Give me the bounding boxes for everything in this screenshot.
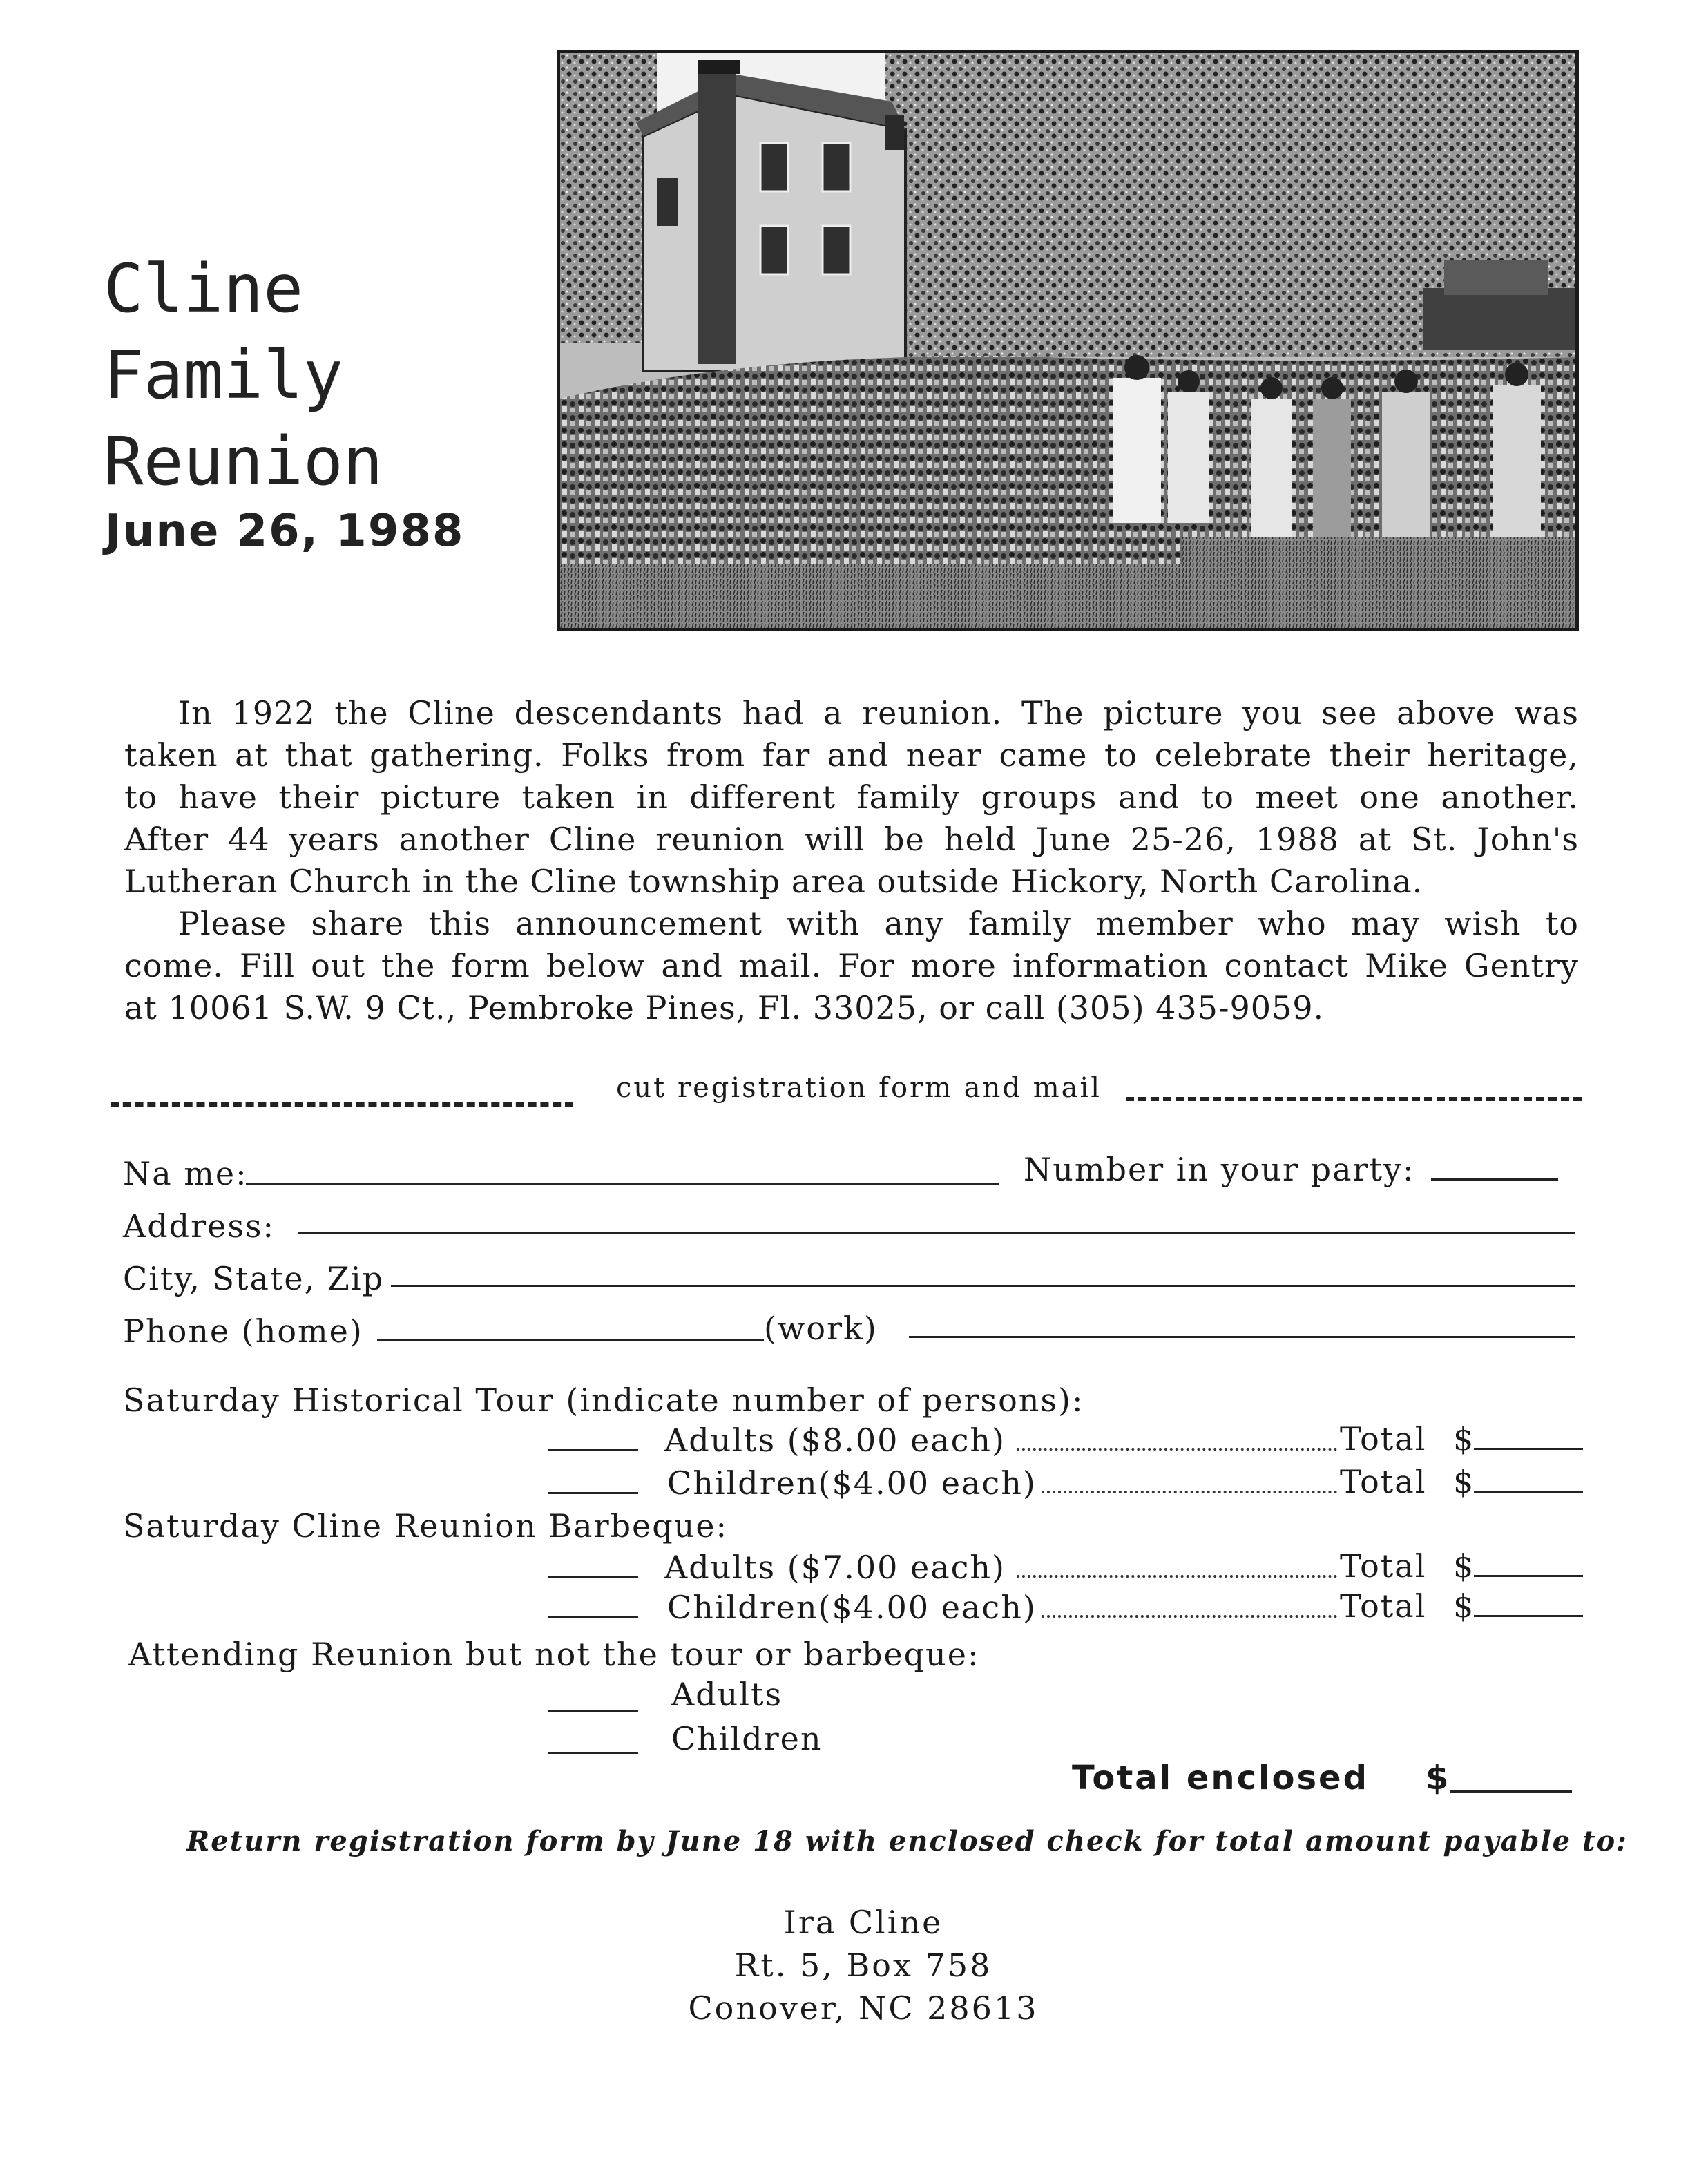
address-field[interactable] bbox=[298, 1232, 1575, 1234]
intro-line-8: at 10061 S.W. 9 Ct., Pembroke Pines, Fl. 33025, or call (305) 435-9059. bbox=[124, 989, 1325, 1026]
bbq-children-total-label: Total bbox=[1340, 1587, 1427, 1625]
title-line-3: Reunion bbox=[104, 423, 383, 500]
payee-street: Rt. 5, Box 758 bbox=[734, 1947, 992, 1984]
intro-line-2: taken at that gathering. Folks from far and near came to celebrate their heritage, bbox=[124, 736, 1579, 774]
tour-adults-dollar: $ bbox=[1453, 1420, 1475, 1457]
tour-adults-label: Adults ($8.00 each) bbox=[664, 1422, 1006, 1459]
intro-line-3: to have their picture taken in different family groups and to meet one another. bbox=[124, 778, 1579, 816]
attend-children-count[interactable] bbox=[548, 1752, 638, 1754]
city-field[interactable] bbox=[391, 1285, 1575, 1287]
phone-work-field[interactable] bbox=[909, 1336, 1575, 1338]
tour-children-count[interactable] bbox=[548, 1492, 638, 1494]
reunion-group-photo bbox=[557, 50, 1579, 631]
tour-adults-total-label: Total bbox=[1340, 1420, 1427, 1457]
intro-line-4: After 44 years another Cline reunion will be held June 25-26, 1988 at St. John's bbox=[124, 821, 1579, 858]
phone-work-label: (work) bbox=[764, 1310, 878, 1347]
bbq-children-label: Children($4.00 each) bbox=[667, 1589, 1037, 1626]
payee-city: Conover, NC 28613 bbox=[688, 1989, 1039, 2027]
intro-line-6: Please share this announcement with any family member who may wish to bbox=[178, 905, 1579, 942]
phone-home-field[interactable] bbox=[377, 1339, 764, 1341]
bbq-adults-count[interactable] bbox=[548, 1576, 638, 1578]
tour-adults-total-field[interactable] bbox=[1474, 1448, 1583, 1450]
cut-label: cut registration form and mail bbox=[616, 1072, 1102, 1104]
party-label: Number in your party: bbox=[1024, 1151, 1415, 1188]
intro-line-1: In 1922 the Cline descendants had a reunion. The picture you see above was bbox=[178, 694, 1579, 732]
address-label: Address: bbox=[123, 1207, 276, 1245]
bbq-adults-total-field[interactable] bbox=[1474, 1575, 1583, 1577]
bbq-adults-total-label: Total bbox=[1340, 1547, 1427, 1585]
city-label: City, State, Zip bbox=[123, 1260, 385, 1297]
reunion-date: June 26, 1988 bbox=[105, 506, 465, 557]
attend-adults-count[interactable] bbox=[548, 1710, 638, 1712]
intro-line-7: come. Fill out the form below and mail. For more information contact Mike Gentry bbox=[124, 947, 1579, 984]
bbq-heading: Saturday Cline Reunion Barbeque: bbox=[123, 1507, 729, 1545]
attend-heading: Attending Reunion but not the tour or barbeque: bbox=[128, 1636, 980, 1673]
name-label: Na me: bbox=[123, 1155, 248, 1192]
leader-dots bbox=[1042, 1491, 1337, 1493]
phone-home-label: Phone (home) bbox=[123, 1312, 363, 1350]
cut-line-left bbox=[111, 1102, 573, 1107]
total-enclosed-field[interactable] bbox=[1450, 1790, 1572, 1793]
attend-adults-label: Adults bbox=[671, 1676, 783, 1713]
tour-children-total-label: Total bbox=[1340, 1463, 1427, 1500]
title-line-1: Cline bbox=[104, 250, 303, 327]
total-enclosed-dollar: $ bbox=[1426, 1759, 1451, 1797]
bbq-children-dollar: $ bbox=[1453, 1587, 1475, 1625]
name-field[interactable] bbox=[246, 1183, 999, 1185]
tour-children-total-field[interactable] bbox=[1474, 1491, 1583, 1493]
leader-dots bbox=[1017, 1448, 1337, 1451]
attend-children-label: Children bbox=[671, 1720, 823, 1757]
tour-adults-count[interactable] bbox=[548, 1449, 638, 1451]
leader-dots bbox=[1042, 1615, 1337, 1618]
payee-name: Ira Cline bbox=[783, 1904, 943, 1941]
bbq-children-total-field[interactable] bbox=[1474, 1615, 1583, 1617]
tour-children-dollar: $ bbox=[1453, 1463, 1475, 1500]
bbq-children-count[interactable] bbox=[548, 1616, 638, 1618]
party-field[interactable] bbox=[1431, 1178, 1558, 1181]
title-line-2: Family bbox=[104, 336, 343, 414]
intro-line-5: Lutheran Church in the Cline township area outside Hickory, North Carolina. bbox=[124, 863, 1423, 900]
return-instructions: Return registration form by June 18 with enclosed check for total amount payable to: bbox=[186, 1825, 1628, 1857]
total-enclosed-label: Total enclosed bbox=[1072, 1759, 1369, 1797]
tour-heading: Saturday Historical Tour (indicate number of persons): bbox=[123, 1382, 1084, 1419]
cut-line-right bbox=[1126, 1097, 1582, 1101]
bbq-adults-label: Adults ($7.00 each) bbox=[664, 1549, 1006, 1586]
bbq-adults-dollar: $ bbox=[1453, 1547, 1475, 1585]
tour-children-label: Children($4.00 each) bbox=[667, 1464, 1037, 1502]
leader-dots bbox=[1017, 1575, 1337, 1578]
